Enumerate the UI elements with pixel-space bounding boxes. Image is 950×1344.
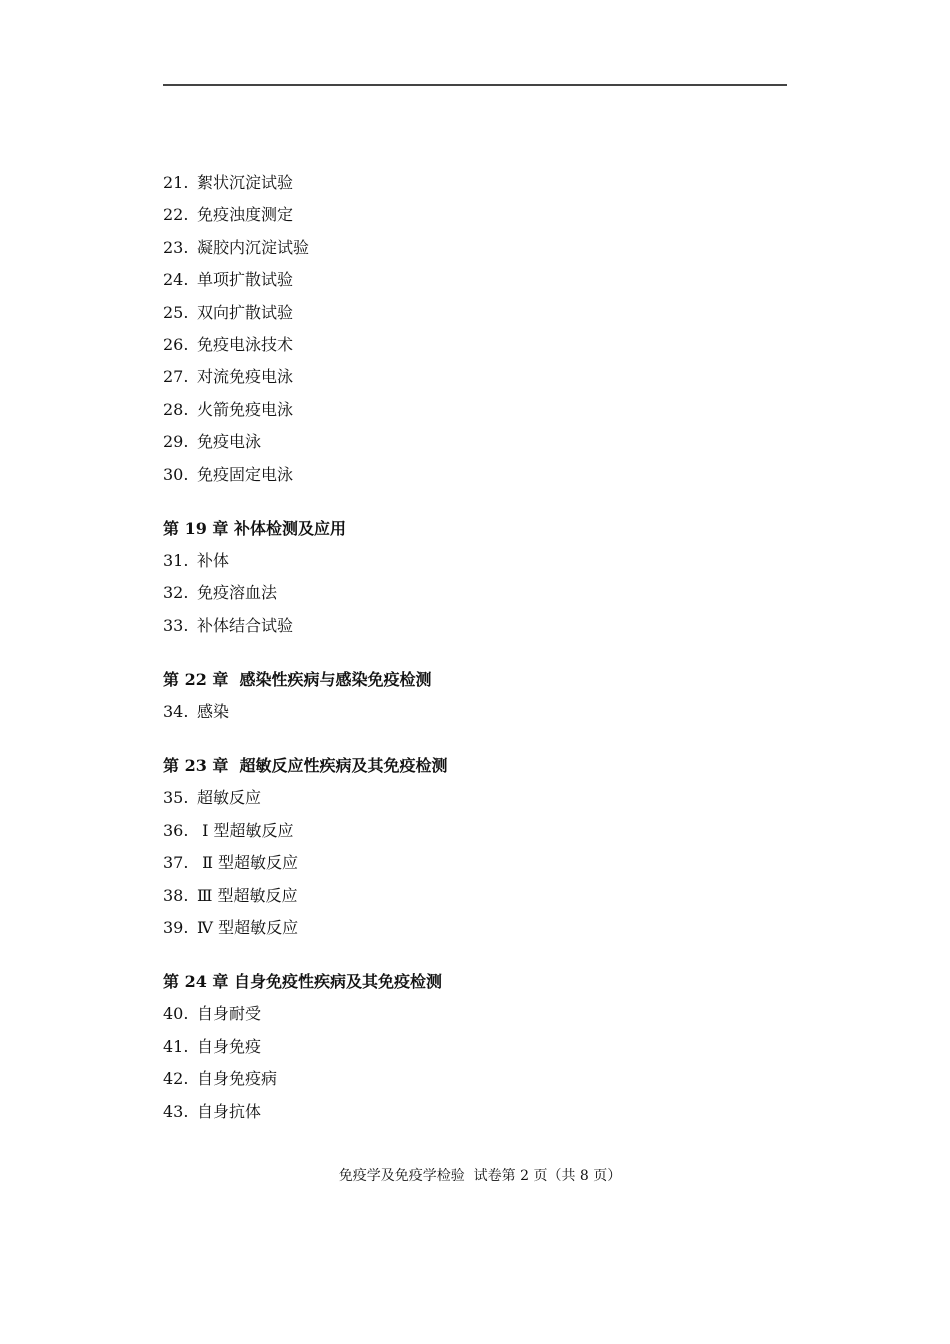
- chapter-heading: 第 24 章 自身免疫性疾病及其免疫检测: [163, 972, 442, 992]
- item-number: 41.: [163, 1036, 189, 1056]
- chapter-heading: 第 23 章 超敏反应性疾病及其免疫检测: [163, 756, 448, 776]
- chapter-heading: 第 22 章 感染性疾病与感染免疫检测: [163, 670, 432, 690]
- list-item: [163, 696, 787, 728]
- list-item: [163, 815, 787, 847]
- list-item: [163, 1096, 787, 1128]
- list-item: [163, 167, 787, 199]
- item-number: 35.: [163, 788, 189, 808]
- item-number: 30.: [163, 464, 189, 484]
- item-number: 36.: [163, 820, 189, 840]
- list-item: [163, 577, 787, 609]
- item-number: 23.: [163, 237, 189, 257]
- section-2: [163, 513, 787, 642]
- list-item: [163, 912, 787, 944]
- item-term: 自身免疫病: [197, 1069, 278, 1089]
- list-item: [163, 782, 787, 814]
- list-item: [163, 264, 787, 296]
- section-3: [163, 664, 787, 728]
- item-number: 37.: [163, 853, 189, 873]
- item-term: Ⅰ 型超敏反应: [197, 820, 294, 840]
- list-item: [163, 361, 787, 393]
- item-term: 自身免疫: [197, 1036, 262, 1056]
- item-term: 免疫电泳技术: [197, 334, 294, 354]
- item-term: 双向扩散试验: [197, 302, 294, 322]
- item-term: 免疫溶血法: [197, 583, 278, 603]
- item-number: 21.: [163, 173, 189, 192]
- section-2-items: [163, 545, 787, 642]
- item-term: 絮状沉淀试验: [197, 173, 294, 192]
- section-1-items: [163, 167, 787, 491]
- item-term: 单项扩散试验: [197, 270, 294, 290]
- header-rule: [163, 84, 787, 86]
- item-number: 39.: [163, 918, 189, 938]
- item-term: 免疫浊度测定: [197, 205, 294, 225]
- list-item: [163, 426, 787, 458]
- item-number: 24.: [163, 270, 189, 290]
- section-5-items: [163, 998, 787, 1128]
- list-item: [163, 880, 787, 912]
- item-number: 42.: [163, 1069, 189, 1089]
- item-number: 38.: [163, 885, 189, 905]
- item-term: 超敏反应: [197, 788, 262, 808]
- list-item: [163, 199, 787, 231]
- list-item: [163, 232, 787, 264]
- list-item: [163, 545, 787, 577]
- item-term: 火箭免疫电泳: [197, 399, 294, 419]
- list-item: [163, 459, 787, 491]
- list-item: [163, 329, 787, 361]
- item-term: Ⅱ 型超敏反应: [197, 853, 299, 873]
- item-term: 自身耐受: [197, 1004, 262, 1024]
- item-number: 33.: [163, 615, 189, 635]
- item-number: 31.: [163, 550, 189, 570]
- list-item: [163, 394, 787, 426]
- item-number: 40.: [163, 1004, 189, 1024]
- item-number: 27.: [163, 367, 189, 387]
- item-number: 32.: [163, 583, 189, 603]
- item-number: 26.: [163, 334, 189, 354]
- section-4: [163, 750, 787, 944]
- section-1: [163, 167, 787, 491]
- item-term: 感染: [197, 702, 230, 722]
- item-number: 43.: [163, 1101, 189, 1121]
- item-number: 34.: [163, 702, 189, 722]
- item-number: 28.: [163, 399, 189, 419]
- list-item: [163, 847, 787, 879]
- section-4-items: [163, 782, 787, 944]
- item-term: Ⅲ 型超敏反应: [197, 885, 298, 905]
- list-item: [163, 1063, 787, 1095]
- item-number: 25.: [163, 302, 189, 322]
- item-term: 免疫电泳: [197, 432, 262, 452]
- chapter-heading: 第 19 章 补体检测及应用: [163, 518, 346, 538]
- page-footer: 免疫学及免疫学检验 试卷第 2 页（共 8 页）: [338, 1168, 622, 1184]
- section-5: [163, 966, 787, 1128]
- item-term: 免疫固定电泳: [197, 464, 294, 484]
- item-term: 凝胶内沉淀试验: [197, 237, 310, 257]
- question-list: [163, 167, 787, 1128]
- item-number: 29.: [163, 432, 189, 452]
- item-term: Ⅳ 型超敏反应: [197, 918, 299, 938]
- item-term: 对流免疫电泳: [197, 367, 294, 387]
- list-item: [163, 610, 787, 642]
- list-item: [163, 998, 787, 1030]
- item-term: 自身抗体: [197, 1101, 262, 1121]
- list-item: [163, 1031, 787, 1063]
- item-term: 补体: [197, 550, 230, 570]
- item-number: 22.: [163, 205, 189, 225]
- section-3-items: [163, 696, 787, 728]
- list-item: [163, 297, 787, 329]
- item-term: 补体结合试验: [197, 615, 294, 635]
